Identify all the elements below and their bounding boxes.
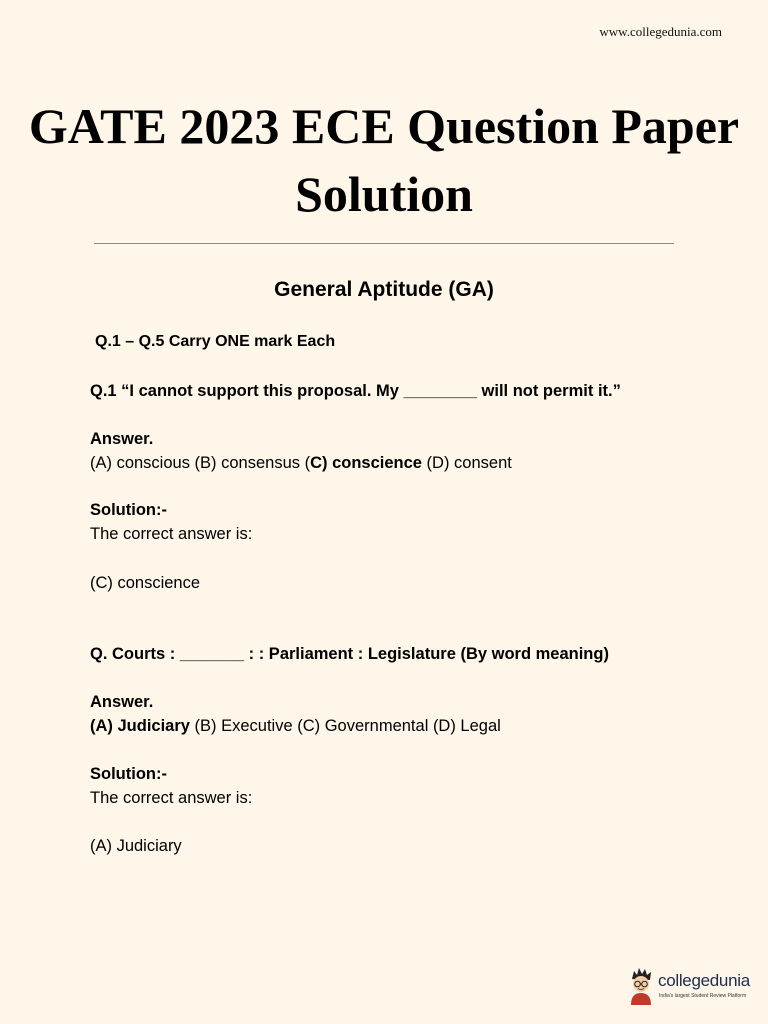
question-1-options — [90, 453, 512, 473]
option-b: (B) consensus ( — [194, 454, 311, 472]
question-1-text: Q.1 “I cannot support this proposal. My ________ will not permit it.” — [90, 382, 621, 400]
student-mascot-icon — [626, 966, 656, 1006]
question-2-solution-label: Solution:- — [90, 765, 167, 783]
question-1-solution-answer: (C) conscience — [90, 574, 201, 592]
collegedunia-logo[interactable] — [626, 966, 754, 1010]
site-url[interactable]: www.collegedunia.com — [599, 24, 722, 39]
question-2-options — [90, 716, 501, 736]
question-1-answer-label: Answer. — [90, 430, 154, 448]
option-c-correct: C) conscience — [310, 454, 422, 472]
question-2-solution-intro: The correct answer is: — [90, 789, 253, 807]
options-remaining: (B) Executive (C) Governmental (D) Legal — [189, 717, 501, 735]
marks-note: Q.1 – Q.5 Carry ONE mark Each — [95, 333, 336, 350]
logo-tagline: India's largest Student Review Platform — [659, 993, 747, 999]
option-a: (A) conscious — [90, 454, 195, 472]
option-a-correct: (A) Judiciary — [90, 717, 190, 735]
title-divider — [94, 243, 674, 244]
question-1-solution-label: Solution:- — [90, 501, 167, 519]
section-heading: General Aptitude (GA) — [274, 278, 494, 301]
question-1-solution-intro: The correct answer is: — [90, 525, 253, 543]
question-2-answer-label: Answer. — [90, 693, 154, 711]
question-2-solution-answer: (A) Judiciary — [90, 837, 182, 855]
option-d: (D) consent — [421, 454, 512, 472]
document-title: GATE 2023 ECE Question Paper Solution — [28, 98, 740, 222]
question-2-text: Q. Courts : _______ : : Parliament : Legislature (By word meaning) — [90, 645, 609, 663]
logo-wordmark: collegedunia — [658, 971, 750, 990]
